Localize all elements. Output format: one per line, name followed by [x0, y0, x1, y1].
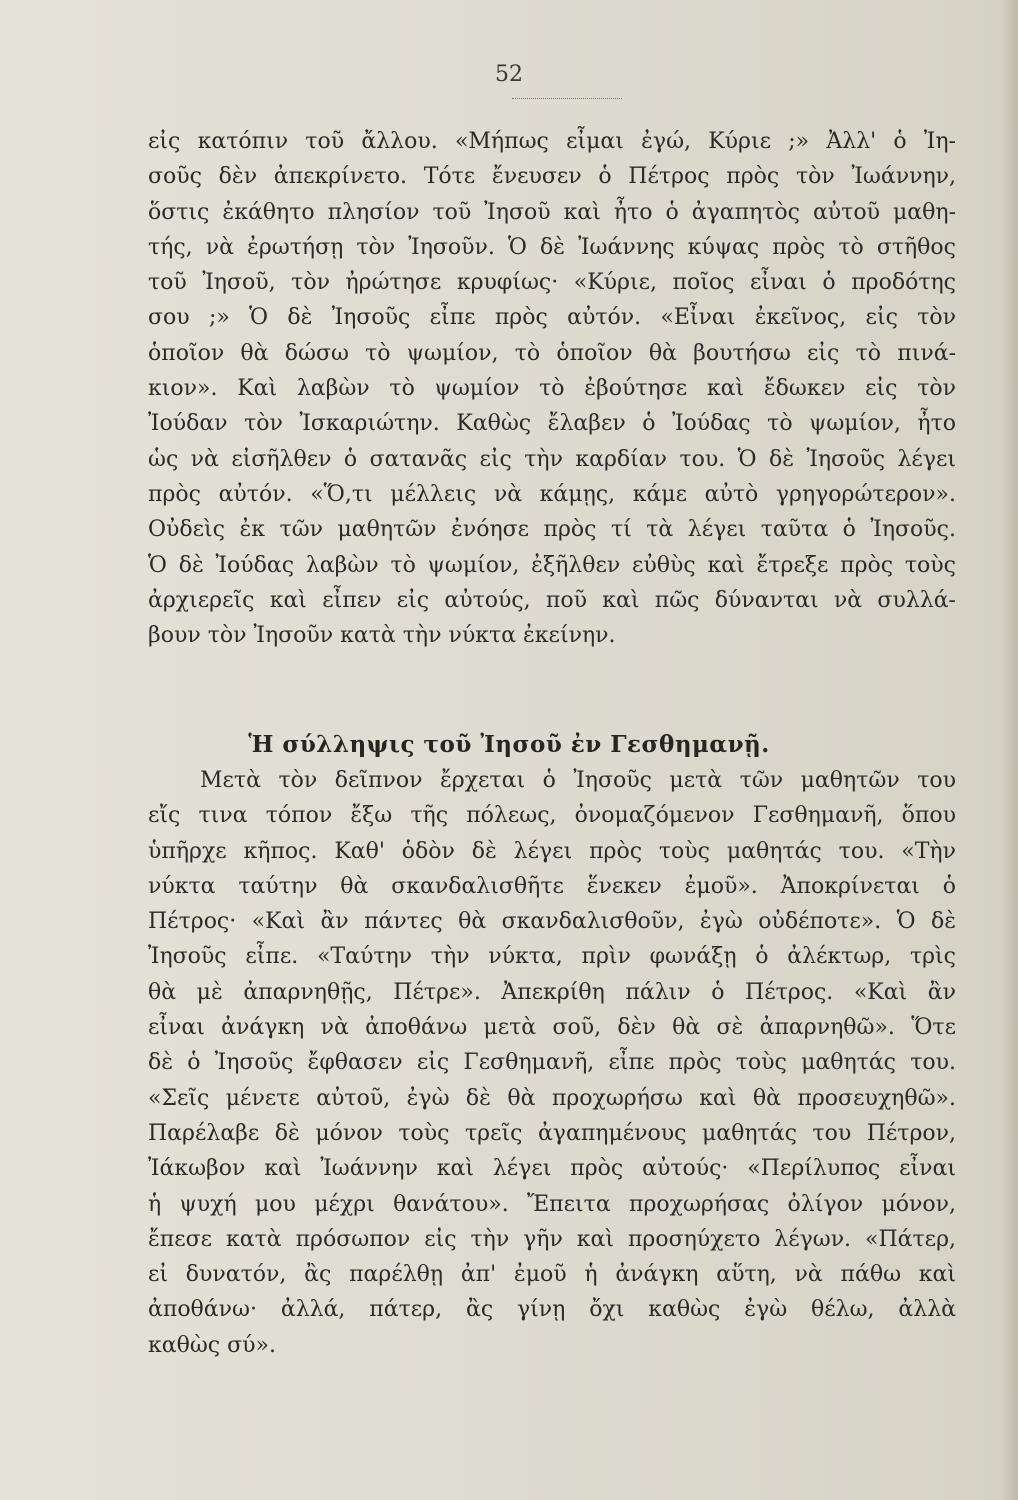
text-line: δὲ ὁ Ἰησοῦς ἔφθασεν εἰς Γεσθημανῆ, εἶπε πρὸς τοὺς μαθητάς του.: [148, 1050, 956, 1076]
text-line: εἶναι ἀνάγκη νὰ ἀποθάνω μετὰ σοῦ, δὲν θὰ σὲ ἀπαρνηθῶ». Ὅτε: [148, 1015, 956, 1041]
text-line: κιον». Καὶ λαβὼν τὸ ψωμίον τὸ ἐβούτησε καὶ ἔδωκεν εἰς τὸν: [148, 376, 956, 402]
page-edge-shadow: [1000, 0, 1018, 1500]
text-line: ἔπεσε κατὰ πρόσωπον εἰς τὴν γῆν καὶ προσηύχετο λέγων. «Πάτερ,: [148, 1226, 956, 1252]
text-line: Ἰούδαν τὸν Ἰσκαριώτην. Καθὼς ἔλαβεν ὁ Ἰούδας τὸ ψωμίον, ἦτο: [148, 411, 956, 437]
text-line: πρὸς αὐτόν. «Ὅ,τι μέλλεις νὰ κάμῃς, κάμε αὐτὸ γρηγορώτερον».: [148, 481, 956, 507]
text-line: ὑπῆρχε κῆπος. Καθ' ὁδὸν δὲ λέγει πρὸς τοὺς μαθητάς του. «Τὴν: [148, 838, 956, 864]
text-line: νύκτα ταύτην θὰ σκανδαλισθῆτε ἕνεκεν ἐμοῦ». Ἀποκρίνεται ὁ: [148, 873, 956, 899]
text-line: Ἰησοῦς εἶπε. «Ταύτην τὴν νύκτα, πρὶν φωνάξῃ ὁ ἀλέκτωρ, τρὶς: [148, 944, 956, 970]
text-line: ὡς νὰ εἰσῆλθεν ὁ σατανᾶς εἰς τὴν καρδίαν του. Ὁ δὲ Ἰησοῦς λέγει: [148, 446, 956, 472]
text-line: Παρέλαβε δὲ μόνον τοὺς τρεῖς ἀγαπημένους μαθητάς του Πέτρον,: [148, 1120, 956, 1146]
text-line: τής, νὰ ἐρωτήσῃ τὸν Ἰησοῦν. Ὁ δὲ Ἰωάννης κύψας πρὸς τὸ στῆθος: [148, 234, 956, 260]
text-line: εἴς τινα τόπον ἔξω τῆς πόλεως, ὀνομαζόμενον Γεσθημανῆ, ὅπου: [148, 803, 956, 829]
page-number-rule: [512, 98, 622, 99]
text-line: Ὁ δὲ Ἰούδας λαβὼν τὸ ψωμίον, ἐξῆλθεν εὐθὺς καὶ ἔτρεξε πρὸς τοὺς: [148, 552, 956, 578]
text-line: Μετὰ τὸν δεῖπνον ἔρχεται ὁ Ἰησοῦς μετὰ τῶν μαθητῶν του: [200, 768, 956, 793]
page-number: 52: [495, 62, 523, 87]
text-line: Ἰάκωβον καὶ Ἰωάννην καὶ λέγει πρὸς αὐτούς· «Περίλυπος εἶναι: [148, 1156, 956, 1182]
text-line: σου ;» Ὁ δὲ Ἰησοῦς εἶπε πρὸς αὐτόν. «Εἶναι ἐκεῖνος, εἰς τὸν: [148, 305, 956, 331]
text-line: «Σεῖς μένετε αὐτοῦ, ἐγὼ δὲ θὰ προχωρήσω καὶ θὰ προσευχηθῶ».: [148, 1085, 956, 1111]
text-line: ἡ ψυχή μου μέχρι θανάτου». Ἔπειτα προχωρήσας ὀλίγον μόνον,: [148, 1191, 956, 1217]
section-heading: Ἡ σύλληψις τοῦ Ἰησοῦ ἐν Γεσθημανῇ.: [248, 731, 770, 758]
text-line: ἀρχιερεῖς καὶ εἶπεν εἰς αὐτούς, ποῦ καὶ πῶς δύνανται νὰ συλλά-: [148, 587, 956, 613]
text-line: εἰς κατόπιν τοῦ ἄλλου. «Μήπως εἶμαι ἐγώ, Κύριε ;» Ἀλλ' ὁ Ἰη-: [148, 129, 956, 154]
text-line: εἰ δυνατόν, ἂς παρέλθῃ ἀπ' ἐμοῦ ἡ ἀνάγκη αὕτη, νὰ πάθω καὶ: [148, 1262, 956, 1288]
text-line: ἀποθάνω· ἀλλά, πάτερ, ἂς γίνῃ ὄχι καθὼς ἐγὼ θέλω, ἀλλὰ: [148, 1297, 956, 1323]
text-line: Οὐδεὶς ἐκ τῶν μαθητῶν ἐνόησε πρὸς τί τὰ λέγει ταῦτα ὁ Ἰησοῦς.: [148, 517, 956, 543]
text-line: ὅστις ἐκάθητο πλησίον τοῦ Ἰησοῦ καὶ ἦτο ὁ ἀγαπητὸς αὐτοῦ μαθη-: [148, 199, 956, 225]
text-line: σοῦς δὲν ἀπεκρίνετο. Τότε ἔνευσεν ὁ Πέτρος πρὸς τὸν Ἰωάννην,: [148, 164, 956, 190]
paragraph-1: [148, 124, 956, 653]
text-line: καθὼς σύ».: [148, 1332, 276, 1358]
text-line: τοῦ Ἰησοῦ, τὸν ἠρώτησε κρυφίως· «Κύριε, ποῖος εἶναι ὁ προδότης: [148, 270, 956, 296]
text-line: θὰ μὲ ἀπαρνηθῇς, Πέτρε». Ἀπεκρίθη πάλιν ὁ Πέτρος. «Καὶ ἂν: [148, 979, 956, 1005]
text-line: βουν τὸν Ἰησοῦν κατὰ τὴν νύκτα ἐκείνην.: [148, 623, 616, 649]
text-line: Πέτρος· «Καὶ ἂν πάντες θὰ σκανδαλισθοῦν, ἐγὼ οὐδέποτε». Ὁ δὲ: [148, 909, 956, 935]
text-line: ὁποῖον θὰ δώσω τὸ ψωμίον, τὸ ὁποῖον θὰ βουτήσω εἰς τὸ πινά-: [148, 340, 956, 366]
paragraph-2: [148, 763, 956, 1363]
